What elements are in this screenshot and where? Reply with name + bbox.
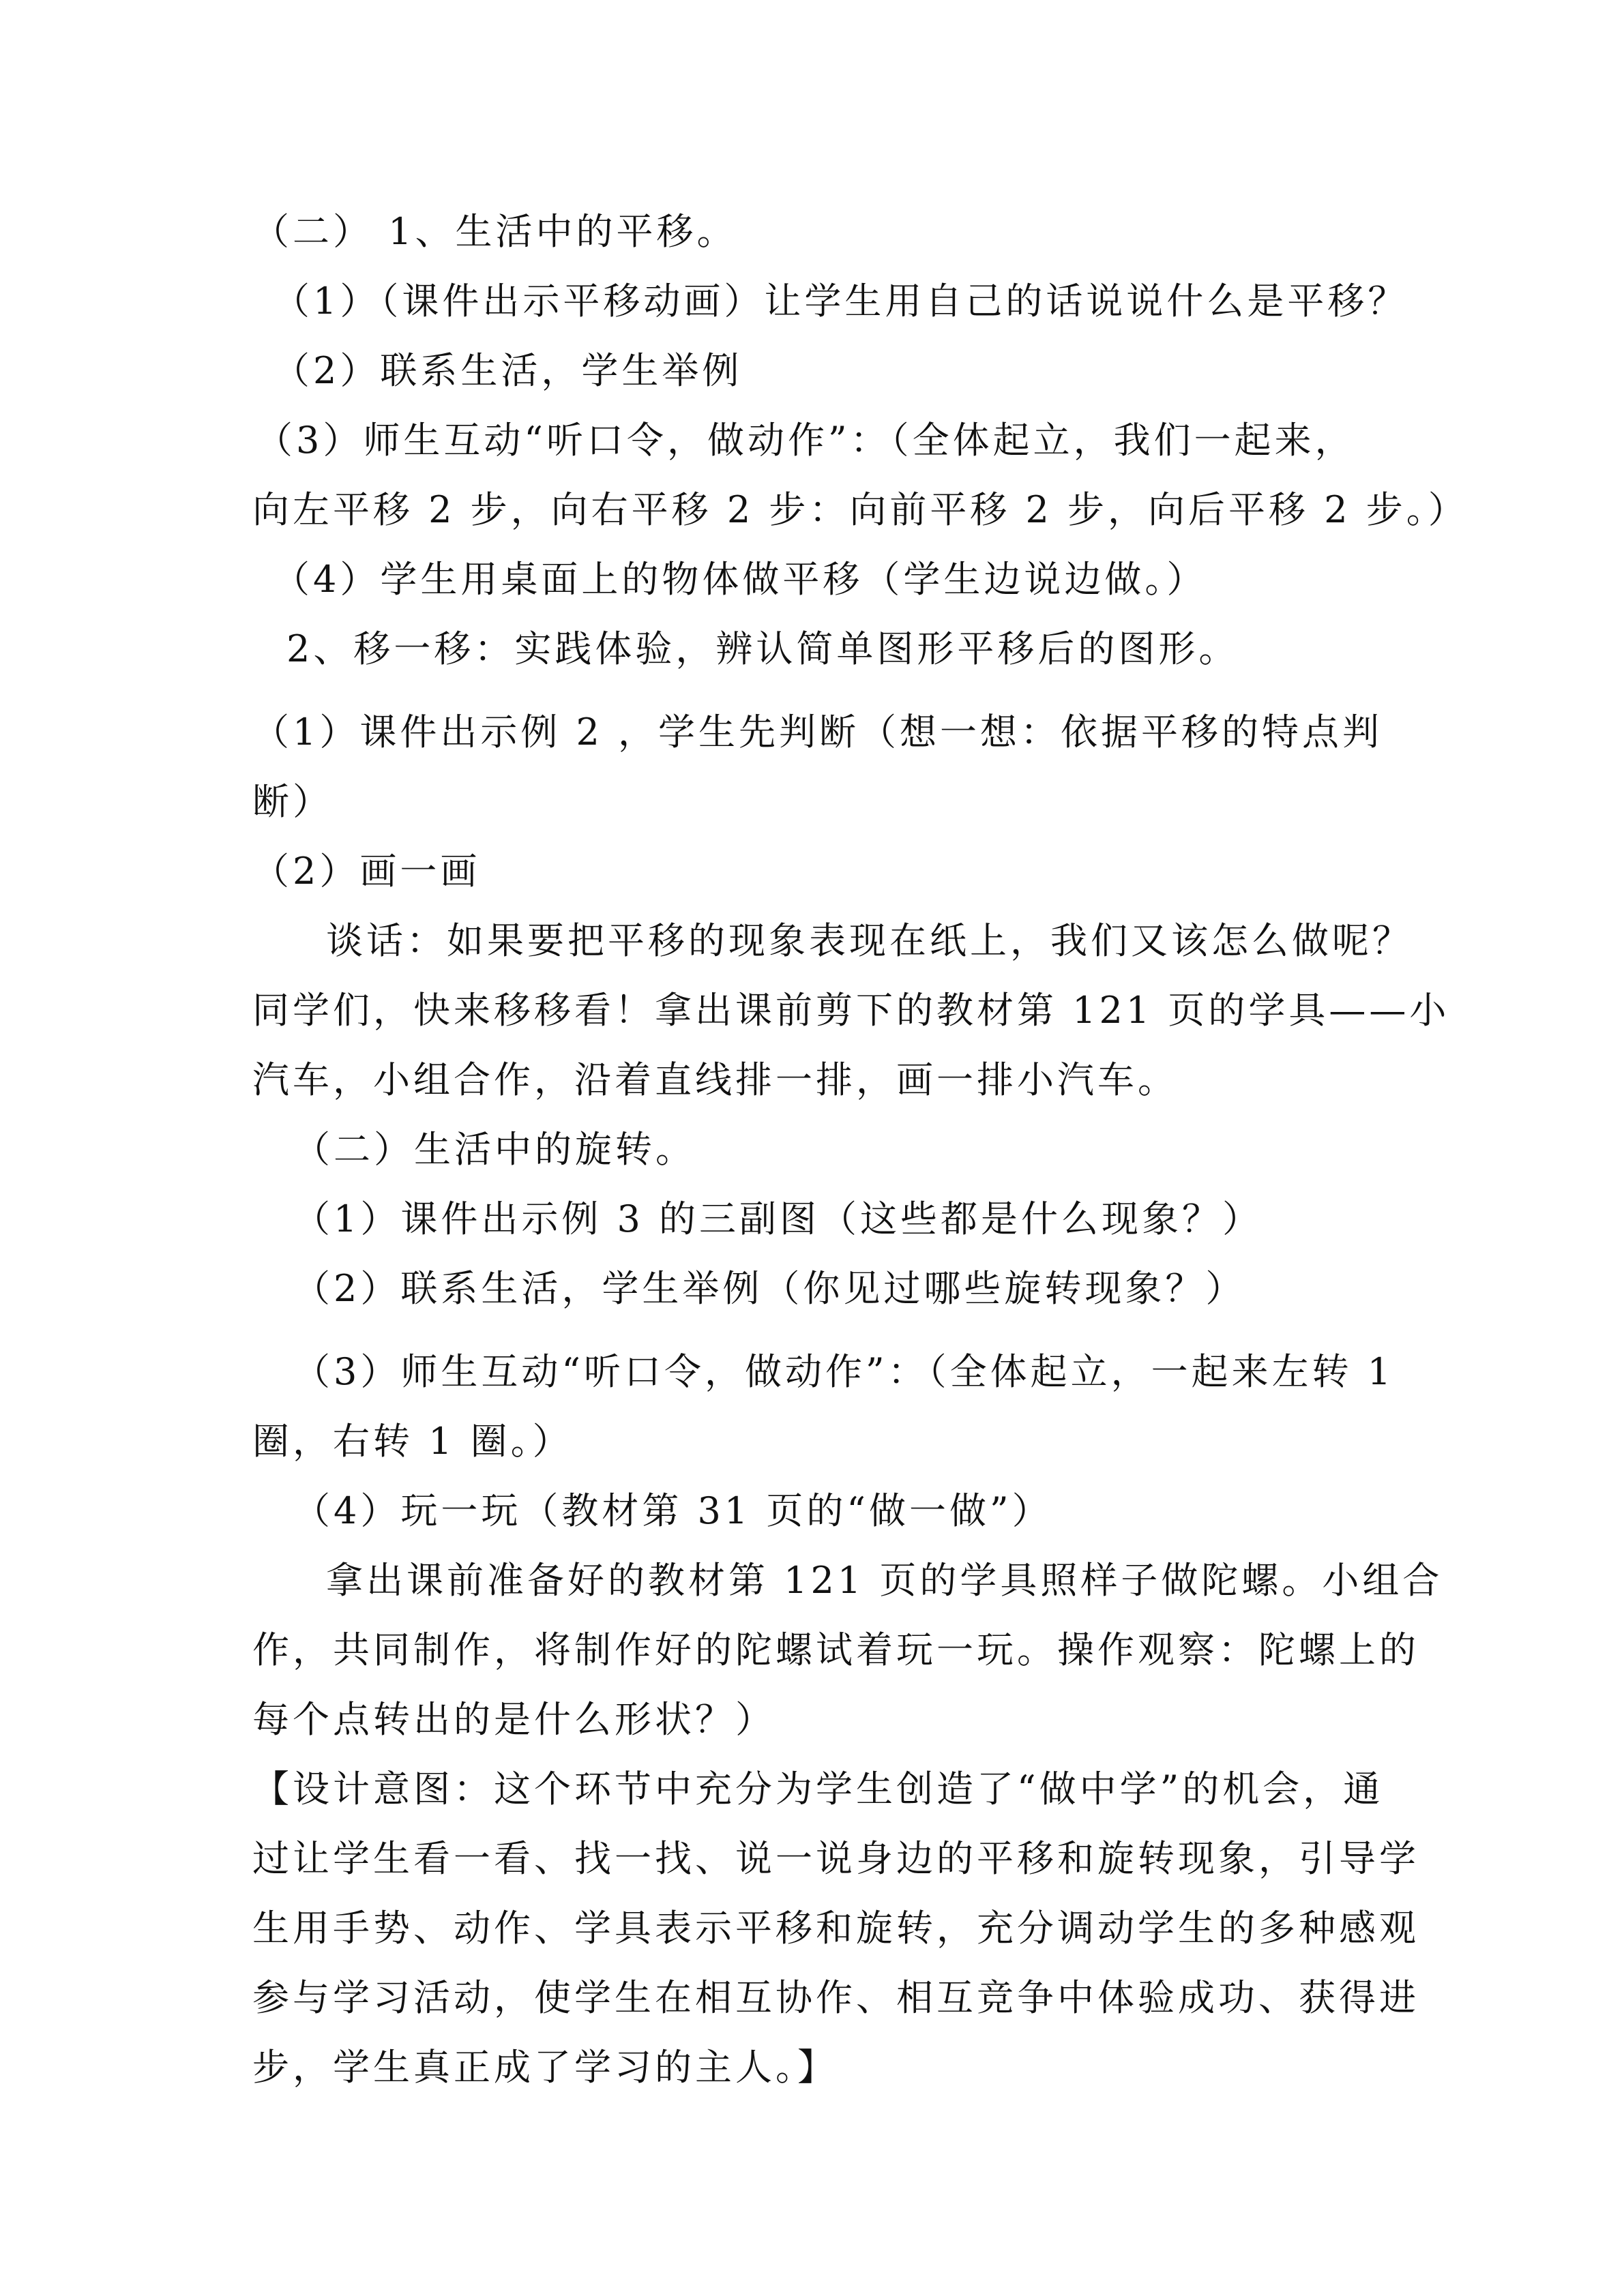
rotation-step-3: （3）师生互动“听口令，做动作”：（全体起立，一起来左转 1 — [293, 1350, 1395, 1393]
design-intent-paragraph-cont-1: 过让学生看一看、找一找、说一说身边的平移和旋转现象，引导学 — [252, 1837, 1419, 1880]
top-making-paragraph-cont-1: 作，共同制作，将制作好的陀螺试着玩一玩。操作观察：陀螺上的 — [252, 1628, 1419, 1671]
design-intent-paragraph-cont-2: 生用手势、动作、学具表示平移和旋转，充分调动学生的多种感观 — [252, 1907, 1419, 1950]
example-2-judge-cont: 断） — [252, 780, 333, 823]
rotation-step-3-cont: 圈，右转 1 圈。） — [252, 1420, 573, 1463]
step-3-interaction: （3）师生互动“听口令，做动作”：（全体起立，我们一起来， — [256, 419, 1355, 462]
step-4-desk-objects: （4）学生用桌面上的物体做平移（学生边说边做。） — [273, 558, 1207, 601]
draw-step: （2）画一画 — [252, 850, 481, 893]
step-3-interaction-cont: 向左平移 2 步，向右平移 2 步：向前平移 2 步，向后平移 2 步。） — [252, 488, 1468, 531]
talk-paragraph: 谈话：如果要把平移的现象表现在纸上，我们又该怎么做呢？ — [326, 919, 1413, 962]
talk-paragraph-cont-1: 同学们，快来移移看！拿出课前剪下的教材第 121 页的学具——小 — [252, 989, 1450, 1032]
heading-rotation-life: （二）生活中的旋转。 — [293, 1128, 696, 1171]
design-intent-paragraph-cont-4: 步，学生真正成了学习的主人。】 — [252, 2046, 838, 2089]
heading-translation-life: （二） 1、生活中的平移。 — [252, 210, 737, 253]
step-2-life-examples: （2）联系生活，学生举例 — [273, 349, 743, 392]
example-2-judge: （1）课件出示例 2 ，学生先判断（想一想：依据平移的特点判 — [252, 711, 1383, 754]
rotation-step-2: （2）联系生活，学生举例（你见过哪些旋转现象？） — [293, 1267, 1246, 1310]
rotation-step-1: （1）课件出示例 3 的三副图（这些都是什么现象？） — [293, 1197, 1263, 1240]
rotation-step-4: （4）玩一玩（教材第 31 页的“做一做”） — [293, 1489, 1052, 1532]
top-making-paragraph: 拿出课前准备好的教材第 121 页的学具照样子做陀螺。小组合 — [326, 1559, 1443, 1602]
talk-paragraph-cont-2: 汽车，小组合作，沿着直线排一排，画一排小汽车。 — [252, 1058, 1178, 1101]
design-intent-paragraph: 【设计意图：这个环节中充分为学生创造了“做中学”的机会，通 — [252, 1768, 1384, 1810]
top-making-paragraph-cont-2: 每个点转出的是什么形状？） — [252, 1698, 776, 1741]
step-1-courseware-animation: （1）（课件出示平移动画）让学生用自己的话说说什么是平移？ — [273, 280, 1408, 323]
design-intent-paragraph-cont-3: 参与学习活动，使学生在相互协作、相互竞争中体验成功、获得进 — [252, 1976, 1419, 2019]
heading-move-practice: 2、移一移：实践体验，辨认简单图形平移后的图形。 — [286, 627, 1239, 670]
